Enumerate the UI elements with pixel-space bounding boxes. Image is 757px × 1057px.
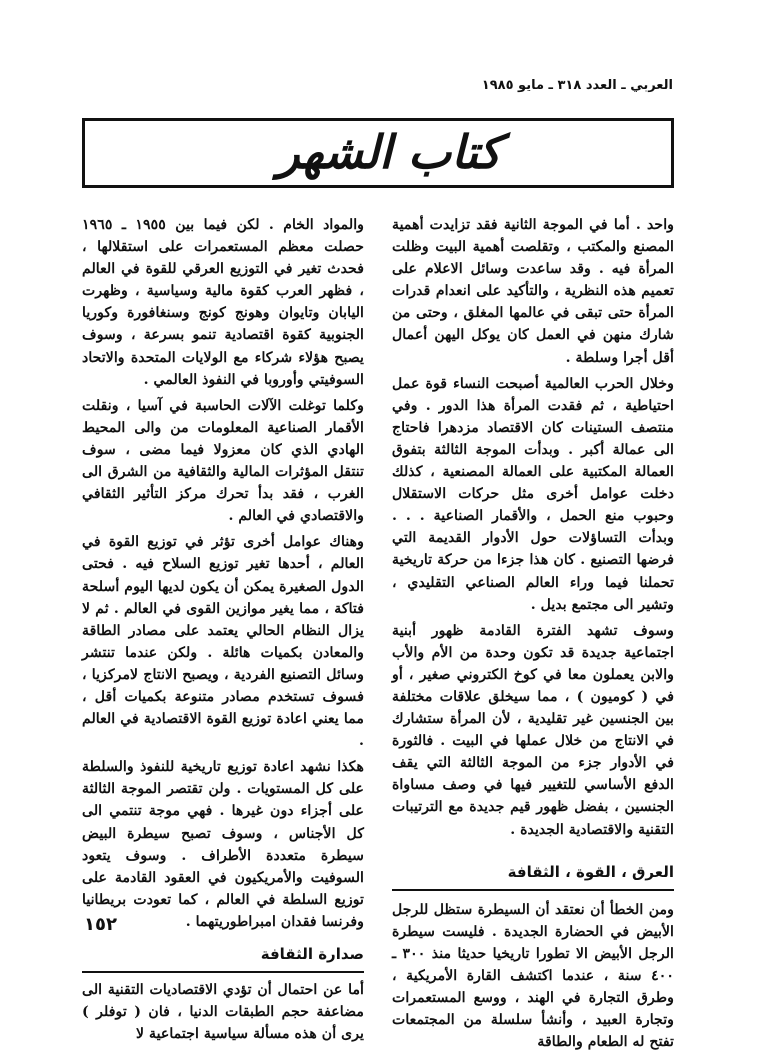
left-column [82,214,364,1049]
article-paragraph: وسوف تشهد الفترة القادمة ظهور أبنية اجتماعية جديدة قد تكون وحدة من الأم والأب والابن يعملون معا في كوخ الكتروني صغير ، أو في ( كوميون ) ، مما سيخلق علاقات مختلفة بين الجنسين غير تقليدية ، لأن المرأة ستشارك في الانتاج من خلال عملها في البيت . فالثورة في الأدوار جزء من الموجة الثالثة التي يقف الدفع الأساسي للتغيير فيها في وصف مساواة الجنسين ، بفضل ظهور قيم جديدة مع الترتيبات التقنية والاقتصادية الجديدة . [392,622,674,838]
article-paragraph: أما عن احتمال أن تؤدي الاقتصاديات التقنية الى مضاعفة حجم الطبقات الدنيا ، فان ( توفلر ) يرى أن هذه مسألة سياسية اجتماعية لا [82,982,364,1043]
article-paragraph: وخلال الحرب العالمية أصبحت النساء قوة عمل احتياطية ، ثم فقدت المرأة هذا الدور . وفي منتصف الستينات كان الاقتصاد مزدهرا فاحتاج الى عمالة أكبر . وبدأت الموجة الثالثة بتفوق العمالة المكتبية على العمالة المصنعية ، كذلك دخلت عوامل أخرى مثل حركات الاستقلال وحبوب منع الحمل ، والأقمار الصناعية . . . وبدأت التساؤلات حول الأدوار القديمة التي فرضها التصنيع . كان هذا جزءا من حركة تاريخية تحملنا فيما وراء العالم الصناعي التقليدي ، وتشير الى مجتمع بديل . [392,375,674,613]
running-head: العربي ـ العدد ٣١٨ ـ مايو ١٩٨٥ [481,78,673,93]
banner-title: كتاب الشهر [277,125,501,179]
section-heading-rule [82,939,364,973]
section-heading: صدارة الثقافة [260,945,364,963]
article-paragraph: وهناك عوامل أخرى تؤثر في توزيع القوة في العالم ، أحدها تغير توزيع السلاح فيه . فحتى الدول الصغيرة يمكن أن يكون لديها اليوم أسلحة فتاكة ، مما يغير موازين القوى في العالم . ثم لا يزال النظام الحالي يعتمد على مصادر الطاقة والمعادن بكميات هائلة . ولكن عندما تنتشر وسائل التصنيع الفردية ، ويصبح الانتاج لامركزيا ، فسوف تستخدم مصادر متنوعة بكميات أقل ، مما يعني اعادة توزيع القوة الاقتصادية في العالم . [82,534,364,750]
section-heading: العرق ، القوة ، الثقافة [507,862,674,881]
right-column [392,214,674,1057]
page-number: ١٥٢ [84,914,117,935]
article-paragraph: واحد . أما في الموجة الثانية فقد تزايدت أهمية المصنع والمكتب ، وتقلصت أهمية البيت وظلت المرأة فيه . وقد ساعدت وسائل الاعلام على تعميم هذه النظرية ، والتأكيد على انعدام قدرات المرأة حتى تبقى في عالمها المغلق ، وحتى من شارك منهن في العمل كان يوكل اليهن أعمال أقل أجرا وسلطة . [392,217,674,366]
article-paragraph: والمواد الخام . لكن فيما بين ١٩٥٥ ـ ١٩٦٥ حصلت معظم المستعمرات على استقلالها ، فحدث تغير في التوزيع العرقي للقوة في العالم ، فظهر العرب كقوة مالية وسياسية ، وظهرت اليابان وتايوان وهونج كونج وسنغافورة وكوريا الجنوبية كقوة اقتصادية تنمو بسرعة ، وسوف يصبح هؤلاء شركاء مع الولايات المتحدة والاتحاد السوفيتي وأوروبا في النفوذ العالمي . [82,217,364,388]
section-heading-rule [392,857,674,891]
section-banner [82,118,674,188]
article-paragraph: وكلما توغلت الآلات الحاسبة في آسيا ، ونقلت الأقمار الصناعية المعلومات من والى المحيط الهادي الذي كان معزولا فيما مضى ، سوف تنتقل المؤثرات المالية والثقافية من الشرق الى الغرب ، فقد بدأ تحرك مركز التأثير الثقافي والاقتصادي في العالم . [82,397,364,525]
article-paragraph: ومن الخطأ أن نعتقد أن السيطرة ستظل للرجل الأبيض في الحضارة الجديدة . فليست سيطرة الرجل الأبيض الا تطورا تاريخيا حديثا منذ ٣٠٠ ـ ٤٠٠ سنة ، عندما اكتشف القارة الأمريكية ، وطرق التجارة في الهند ، ووسع المستعمرات وتجارة العبيد ، وأنشأ سلسلة من المجتمعات تفتح له الطعام والطاقة [392,901,674,1051]
article-paragraph: هكذا نشهد اعادة توزيع تاريخية للنفوذ والسلطة على كل المستويات . ولن تقتصر الموجة الثالثة على أجزاء دون غيرها . فهي موجة تنتمي الى كل الأجناس ، وسوف تصبح سيطرة البيض سيطرة متعددة الأطراف . وسوف يتعود السوفيت والأمريكيون في العقود القادمة على توزيع السلطة في العالم ، كما تعودت بريطانيا وفرنسا فقدان امبراطوريتهما . [82,759,364,930]
